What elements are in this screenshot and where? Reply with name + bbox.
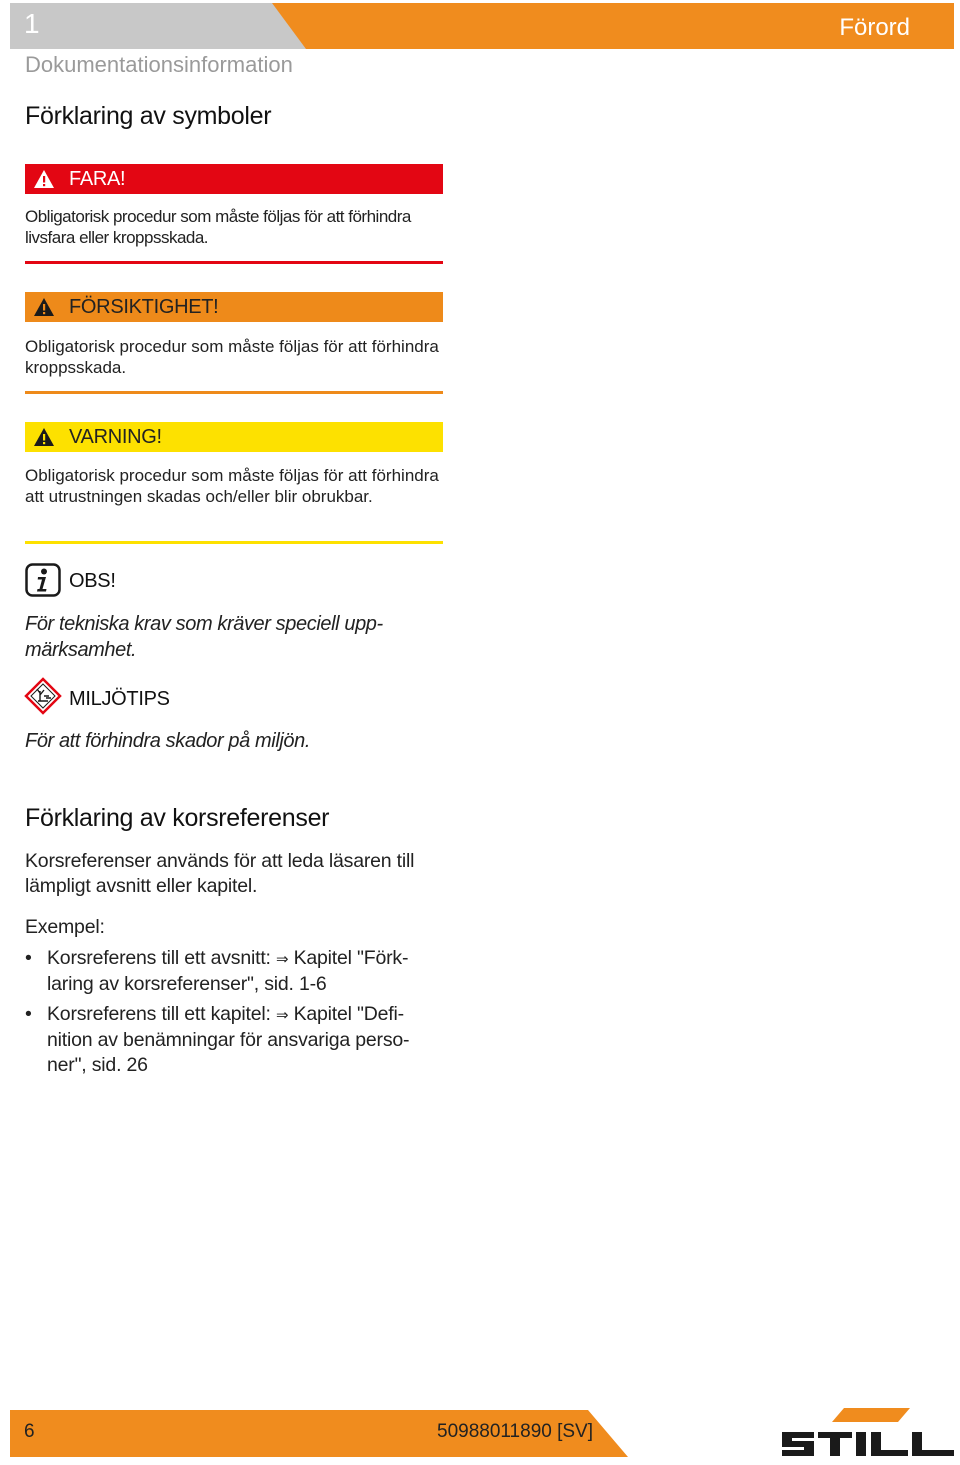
warning-bar (25, 422, 443, 452)
crossref-arrow-icon: ⇒ (275, 1006, 289, 1024)
crossref-prefix: Korsreferens till ett kapitel: (47, 1003, 271, 1025)
crossref-link-continued[interactable]: nition av benämningar för ansvariga perso- (47, 1029, 410, 1051)
crossref-link[interactable]: Kapitel "Defi- (293, 1003, 404, 1025)
chapter-number: 1 (24, 8, 40, 39)
crossref-heading: Förklaring av korsreferenser (25, 804, 330, 832)
crossref-link[interactable]: Kapitel "Förk- (293, 947, 409, 969)
note-description-line1: För tekniska krav som kräver speciell upp- (25, 613, 383, 635)
warning-triangle-icon (33, 169, 55, 189)
document-number: 50988011890 [SV] (437, 1421, 594, 1442)
warning-triangle-icon (33, 427, 55, 447)
list-item (25, 1002, 455, 1080)
caution-label: FÖRSIKTIGHET! (69, 296, 219, 318)
crossref-arrow-icon: ⇒ (275, 950, 289, 968)
crossref-link-continued[interactable]: ner", sid. 26 (47, 1054, 148, 1076)
list-item (25, 946, 455, 998)
bullet-dot: • (25, 947, 32, 969)
danger-description: Obligatorisk procedur som måste följas för att förhindra livsfara eller kroppsskada. (25, 207, 411, 247)
still-logo (780, 1408, 956, 1460)
symbols-heading: Förklaring av symboler (25, 102, 272, 130)
example-label: Exempel: (25, 916, 105, 938)
danger-bar (25, 164, 443, 194)
danger-label: FARA! (69, 168, 126, 190)
environment-label: MILJÖTIPS (69, 688, 170, 710)
warning-triangle-icon (33, 297, 55, 317)
note-description-line2: märksamhet. (25, 639, 137, 661)
crossref-link-continued[interactable]: laring av korsreferenser", sid. 1-6 (47, 973, 327, 995)
info-icon (25, 563, 61, 597)
chapter-title: Förord (839, 14, 910, 41)
crossref-intro-line2: lämpligt avsnitt eller kapitel. (25, 875, 258, 897)
crossref-prefix: Korsreferens till ett avsnitt: (47, 947, 271, 969)
section-subtitle: Dokumentationsinformation (25, 52, 293, 77)
warning-description: Obligatorisk procedur som måste följas för att förhindra att utrustningen skadas och/eller blir obrukbar. (25, 466, 439, 506)
caution-rule (25, 391, 443, 394)
environment-icon (24, 677, 62, 715)
caution-bar (25, 292, 443, 322)
header-band-grey (10, 3, 310, 49)
environment-description: För att förhindra skador på miljön. (25, 730, 311, 752)
crossref-intro (25, 849, 455, 899)
note-description (25, 611, 445, 663)
warning-label: VARNING! (69, 426, 162, 448)
danger-rule (25, 261, 443, 264)
crossref-intro-line1: Korsreferenser används för att leda läsaren till (25, 850, 415, 872)
note-label: OBS! (69, 570, 116, 592)
caution-description: Obligatorisk procedur som måste följas för att förhindra kroppsskada. (25, 337, 439, 377)
bullet-dot: • (25, 1003, 32, 1025)
page-number: 6 (24, 1421, 35, 1442)
warning-rule (25, 541, 443, 544)
